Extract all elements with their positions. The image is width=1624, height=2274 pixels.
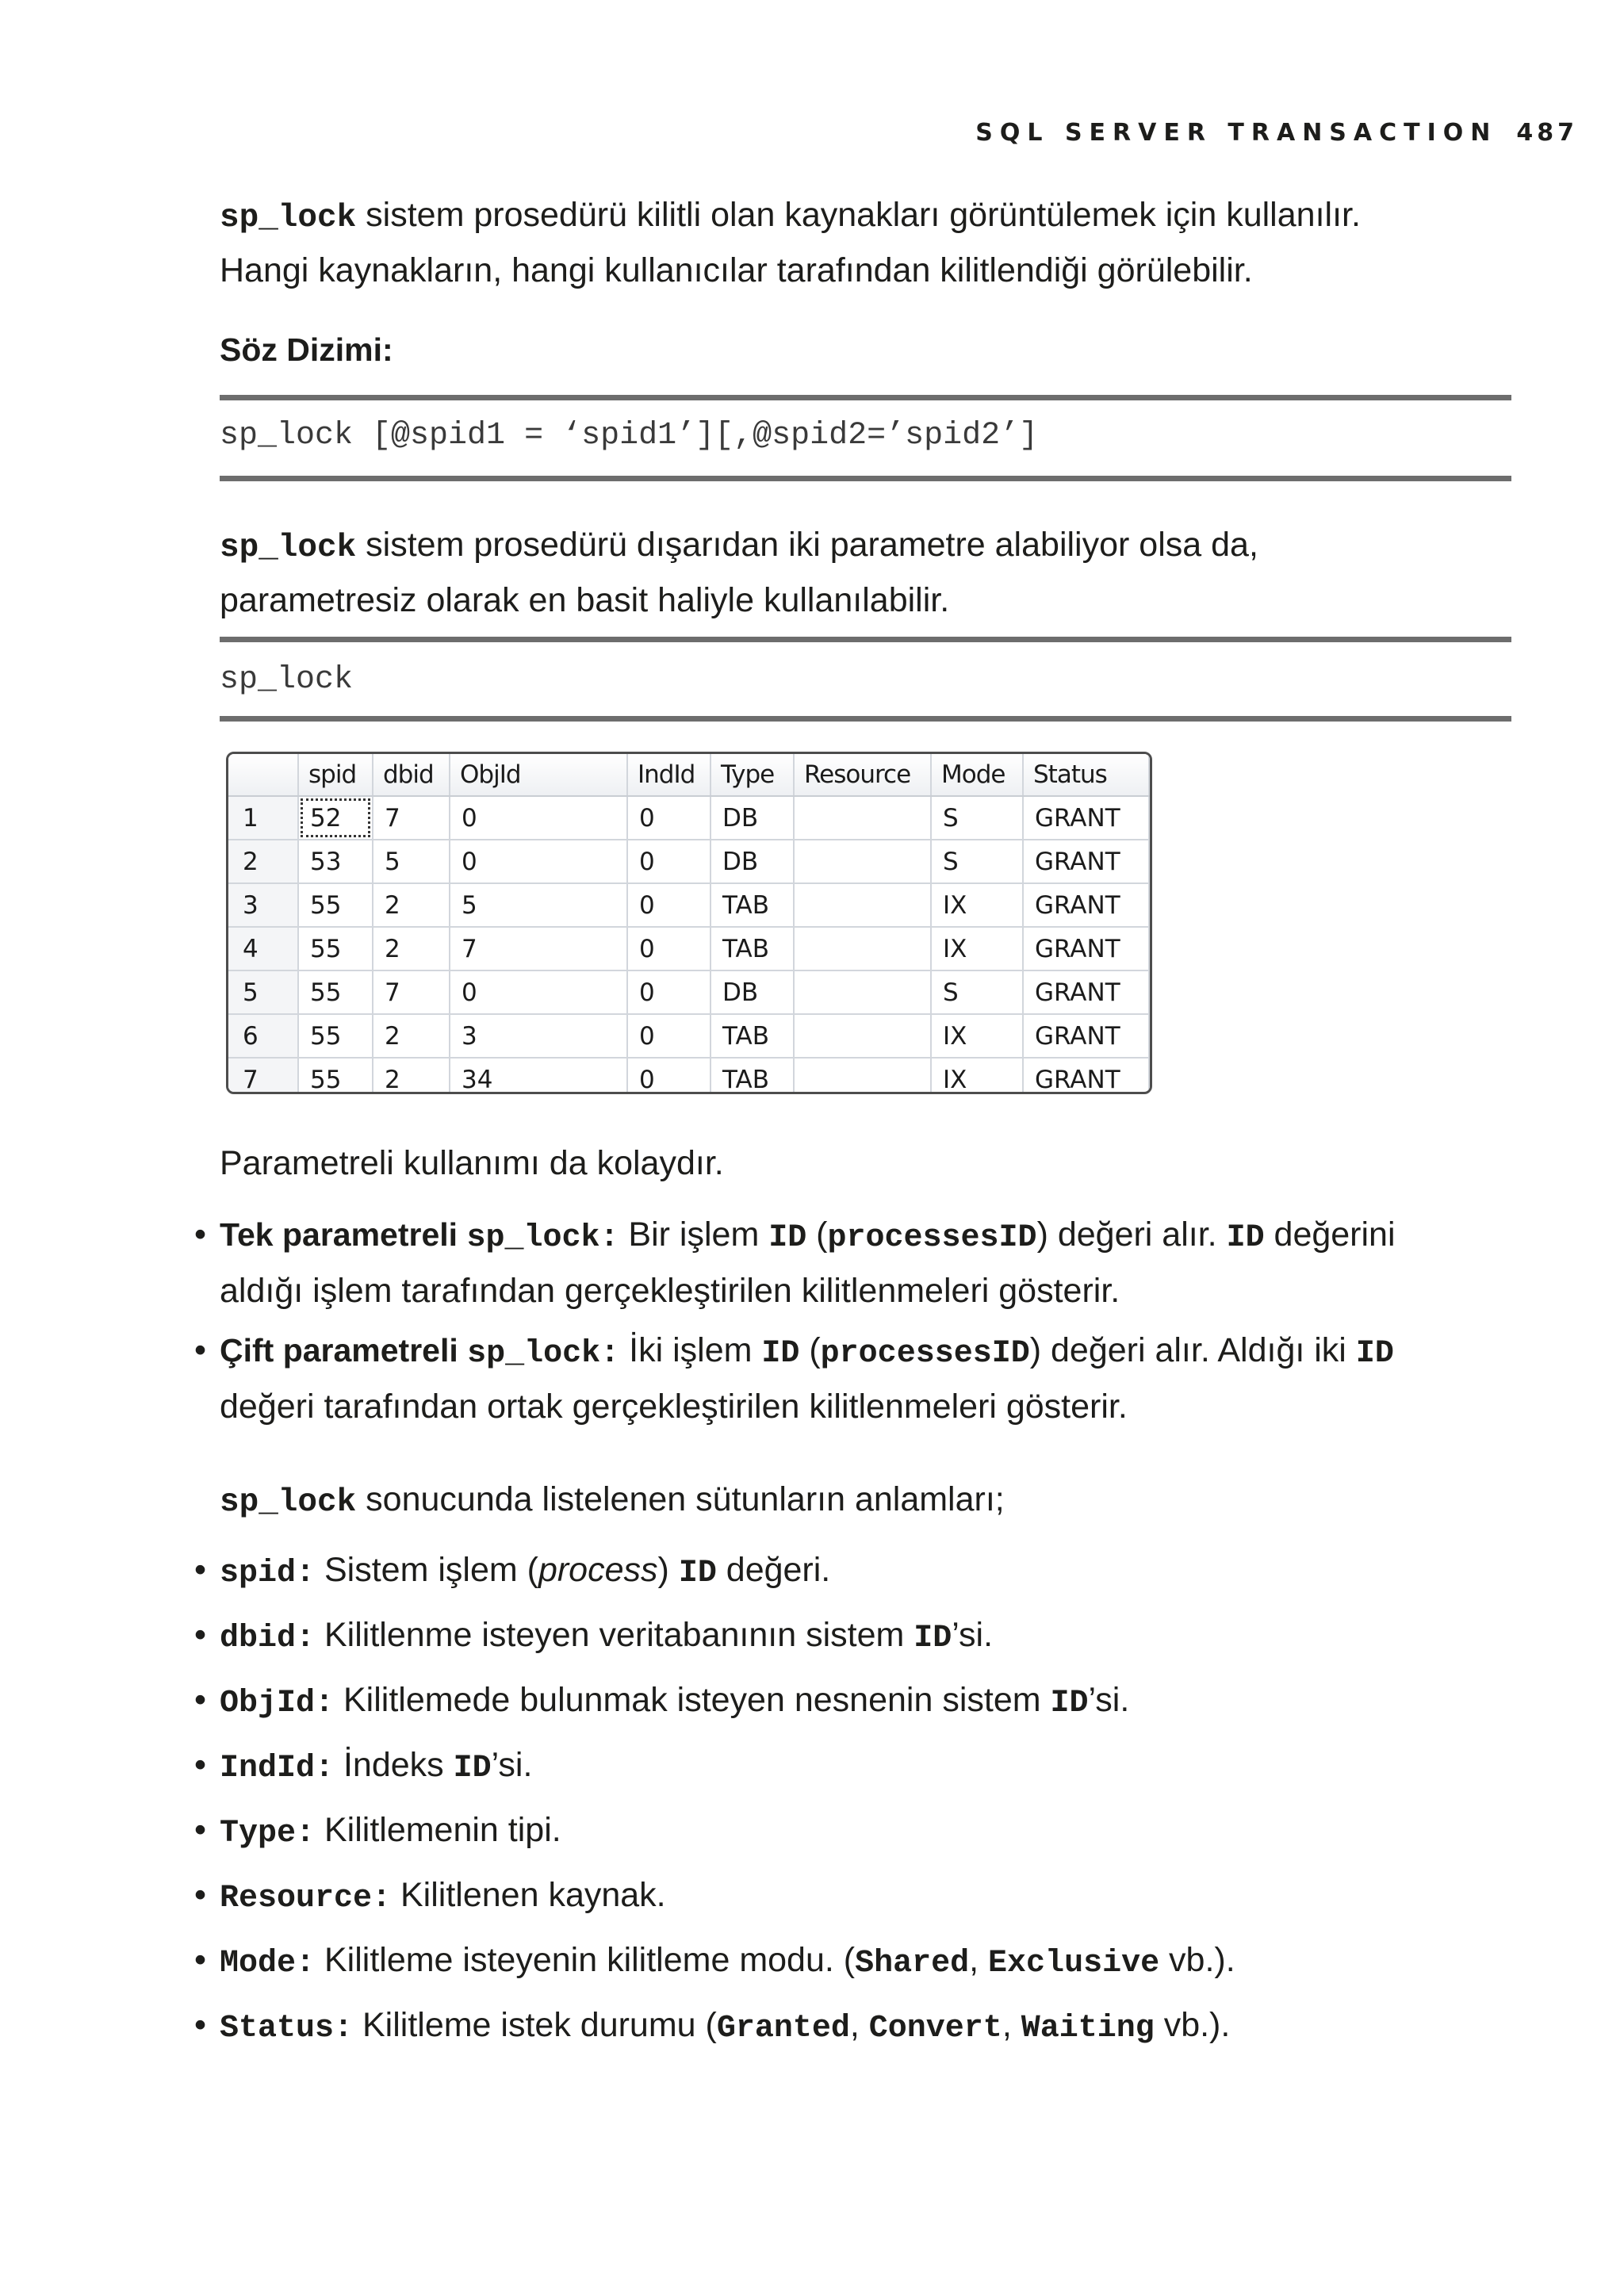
cell-objid: 34	[450, 1058, 627, 1094]
cell-spid: 55	[298, 883, 373, 927]
definition-term: spid:	[220, 1556, 316, 1591]
bullet-mark: •	[194, 2006, 207, 2044]
cell-resource	[794, 883, 931, 927]
row-number: 6	[228, 1014, 298, 1058]
definition-text: Kilitlemede bulunmak isteyen nesnenin sistem	[334, 1681, 1051, 1719]
definition-text: İndeks	[334, 1746, 454, 1784]
double-parameter-term: Çift parametreli	[220, 1332, 468, 1369]
row-number: 4	[228, 927, 298, 970]
column-header-resource: Resource	[794, 754, 931, 796]
definition-text: ’si.	[1088, 1681, 1130, 1719]
row-number: 3	[228, 883, 298, 927]
definition-text: )	[657, 1551, 679, 1589]
cell-dbid: 5	[373, 840, 450, 883]
cell-objid: 5	[450, 883, 627, 927]
table-row	[228, 1014, 1149, 1058]
columns-intro-paragraph	[220, 1473, 1511, 1529]
definition-mode	[194, 1936, 1235, 1988]
running-header	[944, 119, 1578, 147]
cell-mode: IX	[931, 1058, 1023, 1094]
cell-resource	[794, 927, 931, 970]
table-row	[228, 840, 1149, 883]
column-header-status: Status	[1023, 754, 1149, 796]
cell-resource	[794, 970, 931, 1014]
definition-text: değeri.	[716, 1551, 831, 1589]
definition-text: Kilitlemenin tipi.	[315, 1811, 561, 1849]
definition-term: Mode:	[220, 1946, 316, 1981]
definition-term: ObjId:	[220, 1686, 335, 1721]
definition-indid	[194, 1741, 532, 1793]
bullet-mark: •	[194, 1331, 207, 1369]
column-header-mode: Mode	[931, 754, 1023, 796]
column-header-objid: ObjId	[450, 754, 627, 796]
column-header-type: Type	[710, 754, 794, 796]
single-parameter-text-2: (	[806, 1215, 828, 1254]
para2-line-2: parametresiz olarak en basit haliyle kullanılabilir.	[220, 581, 950, 619]
definition-code: Convert	[868, 2011, 1002, 2046]
definition-code: Exclusive	[988, 1946, 1160, 1981]
bullet-mark: •	[194, 1551, 207, 1589]
definition-code: Waiting	[1021, 2011, 1155, 2046]
cell-dbid: 7	[373, 796, 450, 840]
definition-dbid	[194, 1611, 993, 1663]
cell-type: TAB	[710, 1014, 794, 1058]
cell-type: TAB	[710, 927, 794, 970]
double-parameter-text-3: ) değeri alır. Aldığı iki	[1029, 1331, 1356, 1369]
table-row	[228, 927, 1149, 970]
definition-type	[194, 1806, 561, 1858]
definition-term: Type:	[220, 1816, 316, 1851]
cell-resource	[794, 796, 931, 840]
double-parameter-processesid: processesID	[820, 1336, 1030, 1372]
cell-objid: 0	[450, 970, 627, 1014]
intro-line-1: sistem prosedürü kilitli olan kaynakları görüntülemek için kullanılır.	[356, 196, 1361, 234]
double-parameter-bullet	[194, 1324, 1511, 1433]
single-parameter-line-2: aldığı işlem tarafından gerçekleştirilen kilitlenmeleri gösterir.	[220, 1272, 1120, 1310]
single-parameter-code: sp_lock:	[466, 1220, 619, 1256]
results-grid	[226, 752, 1152, 1094]
bullet-mark: •	[194, 1941, 207, 1979]
bullet-mark: •	[194, 1681, 207, 1719]
cell-objid: 0	[450, 796, 627, 840]
table-row	[228, 796, 1149, 840]
syntax-bottom-rule	[220, 476, 1511, 481]
example-bottom-rule	[220, 716, 1511, 722]
bullet-mark: •	[194, 1746, 207, 1784]
cell-spid: 55	[298, 1014, 373, 1058]
cell-indid: 0	[627, 1014, 710, 1058]
syntax-top-rule	[220, 395, 1511, 400]
double-parameter-text-1: İki işlem	[619, 1331, 762, 1369]
cell-objid: 7	[450, 927, 627, 970]
definition-objid	[194, 1676, 1129, 1728]
columns-intro-code: sp_lock	[220, 1484, 357, 1521]
table-row	[228, 970, 1149, 1014]
definition-code: ID	[678, 1556, 717, 1591]
definition-text: Kilitlenme isteyen veritabanının sistem	[315, 1616, 914, 1654]
cell-status: GRANT	[1023, 883, 1149, 927]
single-parameter-id-2: ID	[1226, 1220, 1265, 1256]
column-header-indid: IndId	[627, 754, 710, 796]
cell-dbid: 7	[373, 970, 450, 1014]
cell-status: GRANT	[1023, 1058, 1149, 1094]
cell-mode: S	[931, 970, 1023, 1014]
definition-term: Status:	[220, 2011, 354, 2046]
cell-mode: S	[931, 840, 1023, 883]
cell-spid: 55	[298, 927, 373, 970]
page-number: 487	[1516, 119, 1578, 147]
definition-text: vb.).	[1159, 1941, 1235, 1979]
column-header-spid: spid	[298, 754, 373, 796]
cell-status: GRANT	[1023, 796, 1149, 840]
column-header-dbid: dbid	[373, 754, 450, 796]
cell-objid: 3	[450, 1014, 627, 1058]
cell-mode: S	[931, 796, 1023, 840]
cell-mode: IX	[931, 1014, 1023, 1058]
cell-resource	[794, 1014, 931, 1058]
bullet-mark: •	[194, 1215, 207, 1254]
double-parameter-id-2: ID	[1355, 1336, 1394, 1372]
para2-line-1: sistem prosedürü dışarıdan iki parametre alabiliyor olsa da,	[356, 526, 1258, 564]
single-parameter-term: Tek parametreli	[220, 1216, 467, 1253]
intro-code-sp-lock: sp_lock	[220, 200, 357, 236]
cell-indid: 0	[627, 883, 710, 927]
double-parameter-code: sp_lock:	[467, 1336, 620, 1372]
cell-indid: 0	[627, 1058, 710, 1094]
cell-indid: 0	[627, 970, 710, 1014]
definition-code: Shared	[855, 1946, 970, 1981]
definition-code: Granted	[716, 2011, 850, 2046]
double-parameter-line-2: değeri tarafından ortak gerçekleştirilen kilitlenmeleri gösterir.	[220, 1388, 1128, 1426]
row-number: 5	[228, 970, 298, 1014]
cell-spid: 52	[298, 796, 373, 840]
cell-spid: 55	[298, 970, 373, 1014]
double-parameter-id-1: ID	[761, 1336, 800, 1372]
cell-type: DB	[710, 970, 794, 1014]
column-header-rownum	[228, 754, 298, 796]
row-number: 7	[228, 1058, 298, 1094]
definition-text: ’si.	[491, 1746, 533, 1784]
row-number: 2	[228, 840, 298, 883]
cell-resource	[794, 1058, 931, 1094]
bullet-mark: •	[194, 1811, 207, 1849]
definition-status	[194, 2001, 1230, 2053]
definition-term: dbid:	[220, 1621, 316, 1656]
single-parameter-text-1: Bir işlem	[619, 1215, 769, 1254]
results-table	[228, 754, 1150, 1094]
cell-status: GRANT	[1023, 1014, 1149, 1058]
definition-code: ID	[914, 1621, 952, 1656]
cell-dbid: 2	[373, 1014, 450, 1058]
cell-mode: IX	[931, 927, 1023, 970]
cell-dbid: 2	[373, 927, 450, 970]
definition-text: ,	[1002, 2006, 1021, 2044]
single-parameter-text-3: ) değeri alır.	[1036, 1215, 1227, 1254]
definition-code: ID	[453, 1751, 492, 1786]
intro-paragraph	[220, 189, 1511, 297]
syntax-code: sp_lock [@spid1 = ‘spid1’][,@spid2=’spid2’]	[220, 418, 1039, 454]
cell-status: GRANT	[1023, 927, 1149, 970]
table-row	[228, 883, 1149, 927]
syntax-heading: Söz Dizimi:	[220, 331, 393, 368]
definition-text: Kilitleme isteyenin kilitleme modu. (	[315, 1941, 856, 1979]
definition-term: IndId:	[220, 1751, 335, 1786]
definition-code: ID	[1050, 1686, 1089, 1721]
definition-text: ’si.	[952, 1616, 994, 1654]
single-parameter-text-4: değerini	[1264, 1215, 1396, 1254]
cell-spid: 53	[298, 840, 373, 883]
cell-mode: IX	[931, 883, 1023, 927]
double-parameter-text-2: (	[799, 1331, 821, 1369]
definition-emphasis: process	[538, 1551, 658, 1589]
cell-type: TAB	[710, 1058, 794, 1094]
cell-objid: 0	[450, 840, 627, 883]
single-parameter-bullet	[194, 1208, 1511, 1317]
cell-status: GRANT	[1023, 970, 1149, 1014]
row-number: 1	[228, 796, 298, 840]
example-code: sp_lock	[220, 662, 354, 698]
bullet-mark: •	[194, 1876, 207, 1914]
cell-spid: 55	[298, 1058, 373, 1094]
definition-text: Sistem işlem (	[315, 1551, 538, 1589]
single-parameter-processesid: processesID	[827, 1220, 1037, 1256]
cell-dbid: 2	[373, 883, 450, 927]
definition-term: Resource:	[220, 1881, 392, 1916]
cell-status: GRANT	[1023, 840, 1149, 883]
parameterized-usage-paragraph: Parametreli kullanımı da kolaydır.	[220, 1144, 724, 1182]
cell-type: DB	[710, 796, 794, 840]
cell-indid: 0	[627, 927, 710, 970]
para2-code-sp-lock: sp_lock	[220, 530, 357, 566]
example-top-rule	[220, 637, 1511, 642]
single-parameter-id-1: ID	[768, 1220, 807, 1256]
parameter-paragraph	[220, 519, 1511, 626]
running-header-title: SQL SERVER TRANSACTION	[975, 119, 1498, 147]
cell-type: DB	[710, 840, 794, 883]
definition-spid	[194, 1546, 830, 1598]
definition-text: Kilitlenen kaynak.	[391, 1876, 666, 1914]
intro-line-2: Hangi kaynakların, hangi kullanıcılar tarafından kilitlendiği görülebilir.	[220, 251, 1253, 289]
cell-dbid: 2	[373, 1058, 450, 1094]
cell-indid: 0	[627, 840, 710, 883]
definition-text: ,	[969, 1941, 989, 1979]
definition-resource	[194, 1871, 666, 1923]
table-row	[228, 1058, 1149, 1094]
definition-text: ,	[849, 2006, 869, 2044]
cell-resource	[794, 840, 931, 883]
columns-intro-text: sonucunda listelenen sütunların anlamları;	[356, 1480, 1005, 1518]
definition-text: vb.).	[1154, 2006, 1231, 2044]
results-header-row	[228, 754, 1149, 796]
cell-indid: 0	[627, 796, 710, 840]
definition-text: Kilitleme istek durumu (	[353, 2006, 717, 2044]
bullet-mark: •	[194, 1616, 207, 1654]
cell-type: TAB	[710, 883, 794, 927]
